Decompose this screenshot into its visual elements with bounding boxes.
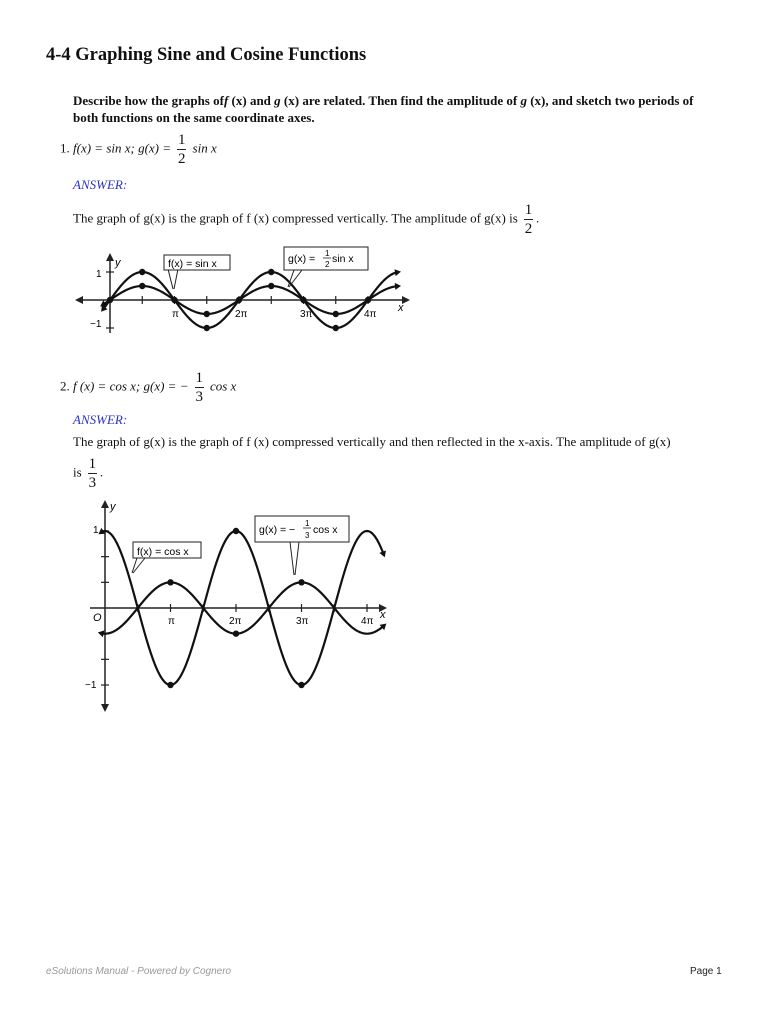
problem-1-number: 1. [60,140,70,156]
footer-page-number: Page 1 [690,966,722,977]
page-title: 4-4 Graphing Sine and Cosine Functions [46,45,367,65]
fraction-denominator: 3 [88,475,97,491]
graph-1-point-1 [107,297,113,303]
graph-2-callout-g [255,516,349,575]
problem-2-rhs: cos x [209,378,237,394]
fraction-denominator: 3 [195,389,203,405]
answer-1-sentence: The graph of g(x) is the graph of f (x) compressed vertically. The amplitude of g(x) is [73,210,518,226]
fraction-numerator: 1 [524,202,533,218]
instructions-arg1: (x) [231,93,247,108]
graph-1 [70,245,420,340]
answer-1-period: . [536,210,540,226]
fraction-denominator: 2 [524,221,533,237]
graph-1-curve-arrow [394,269,401,276]
graph-1-tick-y-neg: −1 [90,319,102,330]
graph-2-callout-g-den: 3 [305,531,310,540]
graph-2-point-5 [298,579,304,585]
graph-2-tick-x-3: 3π [296,616,309,627]
instructions-text-1: Describe how the graphs of [73,93,224,108]
graph-2-callout-f [132,542,201,573]
instructions-arg2: (x) [283,93,300,108]
answer-2-period: . [99,464,104,480]
graph-2-x-label: x [380,609,386,621]
graph-1-tick-x-2: 2π [235,309,248,320]
problem-2-number: 2. [60,378,70,394]
instructions-arg3: (x) [530,93,546,108]
graph-1-point-9 [365,297,371,303]
graph-2-point-2 [298,682,304,688]
fraction-denominator: 2 [178,151,186,167]
problem-1-statement [60,132,217,167]
graph-1-curves [100,269,401,328]
graph-1-point-3 [171,297,177,303]
instructions-g2: g [520,93,527,108]
problem-2-lhs: f (x) = cos x; g(x) = − [73,378,189,394]
graph-2-point-1 [167,682,173,688]
graph-1-point-10 [139,283,145,289]
graph-2-origin-label: O [93,612,102,624]
problem-2-fraction [195,370,204,405]
graph-1-callout-g-pre: g(x) = [288,253,316,265]
graph-1-point-11 [204,311,210,317]
graph-1-tick-x-1: π [172,309,179,320]
graph-1-callout-g [284,247,368,287]
footer-source: eSolutions Manual - Powered by Cognero [46,966,232,977]
graph-1-y-label: y [115,257,121,269]
graph-1-callout-g-den: 2 [325,260,330,269]
graph-2-tick-x-2: 2π [229,616,242,627]
graph-1-point-13 [333,311,339,317]
instructions-f: f [223,93,229,108]
instructions-text-3: , and sketch two periods of both functions on the same coordinate axes. [73,93,694,125]
graph-1-callout-f-text: f(x) = sin x [168,258,217,270]
problem-1-rhs: sin x [192,140,217,156]
fraction-numerator: 1 [195,370,203,386]
graph-1-x-label: x [398,302,404,314]
graph-2-callout-g-num: 1 [305,519,310,528]
graph-2-tick-y-neg: −1 [85,680,97,691]
graph-2-callout-g-post: cos x [313,524,338,536]
graph-1-point-4 [204,325,210,331]
graph-2-tick-y-pos: 1 [93,525,99,536]
graph-1-tick-x-3: 3π [300,309,313,320]
problem-1-fraction [177,132,186,167]
graph-1-callout-g-post: sin x [332,253,354,265]
graph-1-y-arrow [106,253,114,261]
answer-1-fraction [524,202,533,237]
instructions [73,92,713,126]
answer-label-1: ANSWER: [73,177,128,192]
graph-1-tick-x-4: 4π [364,309,377,320]
graph-1-point-2 [139,269,145,275]
graph-1-point-7 [300,297,306,303]
problem-2-statement [60,370,236,405]
graph-1-curve-arrow [395,283,401,290]
fraction-numerator: 1 [88,456,97,472]
answer-2-fraction [88,456,97,491]
graph-2 [85,495,395,715]
graph-1-point-6 [268,269,274,275]
graph-2-point-3 [233,528,239,534]
problem-1-lhs: f(x) = sin x; g(x) = [73,140,172,156]
answer-2-text: The graph of g(x) is the graph of f (x) compressed vertically and then reflected in the x-axis. The amplitude of g(x) [73,434,671,449]
graph-1-tick-y-pos: 1 [96,269,102,280]
answer-2-amplitude [73,456,103,491]
graph-2-callout-f-text: f(x) = cos x [137,546,189,558]
graph-1-callout-g-num: 1 [325,249,330,258]
answer-2-is: is [73,464,82,480]
graph-2-callout-g-pre: g(x) = − [259,524,296,536]
graph-1-point-8 [333,325,339,331]
graph-2-y-label: y [110,501,116,513]
fraction-numerator: 1 [178,132,186,148]
graph-1-x-arrow-left [75,296,83,304]
graph-2-y-arrow-down [101,704,109,712]
instructions-and: and [249,93,271,108]
graph-2-curve-arrow [98,630,105,637]
graph-1-point-5 [236,297,242,303]
instructions-g: g [274,93,281,108]
graph-2-tick-x-4: 4π [361,616,374,627]
graph-2-y-arrow [101,500,109,508]
instructions-text-2: are related. Then find the amplitude of [302,93,518,108]
graph-2-point-4 [167,579,173,585]
answer-label-2: ANSWER: [73,412,128,427]
answer-1-text [73,202,539,237]
graph-2-tick-x-1: π [168,616,175,627]
graph-1-callout-f [164,255,230,289]
graph-2-point-6 [233,630,239,636]
graph-1-point-12 [268,283,274,289]
